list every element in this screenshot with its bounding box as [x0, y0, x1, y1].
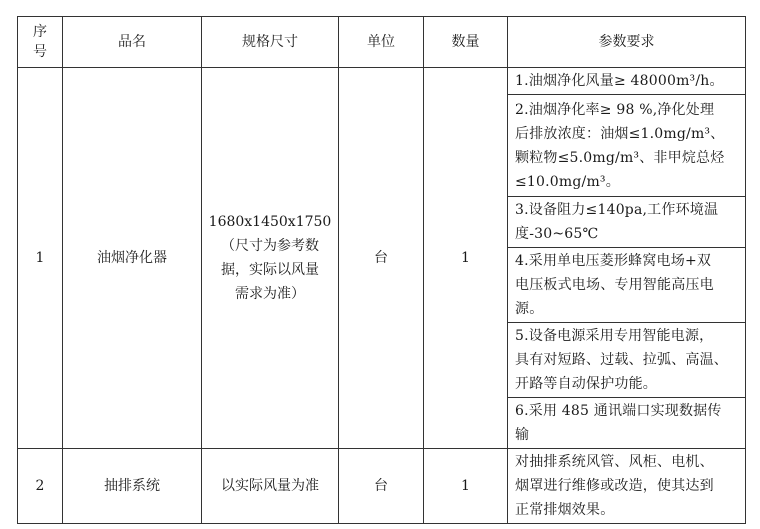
param-line: 3.设备阻力≤140pa,工作环境温: [515, 202, 719, 218]
param-line: 4.采用单电压菱形蜂窝电场+双: [515, 253, 712, 269]
table-row: [18, 449, 746, 524]
header-seq: [18, 17, 63, 68]
row-spec: 以实际风量为准: [202, 449, 339, 524]
row-qty: 1: [424, 449, 508, 524]
row-unit: 台: [339, 449, 424, 524]
header-qty: 数量: [424, 17, 508, 68]
header-unit: 单位: [339, 17, 424, 68]
param-line: 度-30~65℃: [515, 226, 599, 242]
param-line: 正常排烟效果。: [515, 502, 615, 518]
param-item-6: [508, 398, 746, 449]
spec-line: 据，实际以风量: [221, 262, 319, 278]
param-item-2: [508, 95, 746, 197]
param-item-4: [508, 248, 746, 323]
param-line: 6.采用 485 通讯端口实现数据传: [515, 403, 722, 419]
param-item-1: [508, 68, 746, 95]
param-line: 1.油烟净化风量≥ 48000m³/h。: [515, 73, 724, 89]
param-line: 输: [515, 427, 530, 443]
param-line: 电压板式电场、专用智能高压电: [515, 277, 714, 293]
param-line: 具有对短路、过载、拉弧、高温、: [515, 352, 728, 368]
row-seq: 1: [18, 68, 63, 449]
param-line: 后排放浓度：油烟≤1.0mg/m³、: [515, 125, 725, 142]
param-line: 烟罩进行维修或改造，使其达到: [515, 478, 714, 494]
row-qty: 1: [424, 68, 508, 449]
header-seq-char-2: 号: [33, 44, 47, 60]
row-spec: [202, 68, 339, 449]
row-name: 抽排系统: [63, 449, 202, 524]
spec-line: （尺寸为参考数: [221, 238, 319, 254]
param-line: 开路等自动保护功能。: [515, 376, 657, 392]
param-item-1: [508, 449, 746, 524]
table-row: [18, 68, 746, 95]
param-line: ≤10.0mg/m³。: [515, 173, 620, 190]
param-item-5: [508, 323, 746, 398]
param-line: 对抽排系统风管、风柜、电机、: [515, 454, 714, 470]
param-line: 5.设备电源采用专用智能电源，: [515, 328, 714, 344]
row-unit: 台: [339, 68, 424, 449]
spec-line: 需求为准）: [235, 286, 305, 302]
header-name: 品名: [63, 17, 202, 68]
row-name: 油烟净化器: [63, 68, 202, 449]
param-line: 2.油烟净化率≥ 98 %,净化处理: [515, 101, 715, 118]
header-seq-char-1: 序: [33, 24, 47, 40]
spec-table: [17, 16, 746, 524]
row-seq: 2: [18, 449, 63, 524]
header-row: [18, 17, 746, 68]
header-params: 参数要求: [508, 17, 746, 68]
param-line: 颗粒物≤5.0mg/m³、非甲烷总烃: [515, 149, 725, 166]
param-line: 源。: [515, 301, 544, 317]
param-item-3: [508, 197, 746, 248]
header-spec: 规格尺寸: [202, 17, 339, 68]
spec-line: 1680x1450x1750: [208, 214, 332, 230]
